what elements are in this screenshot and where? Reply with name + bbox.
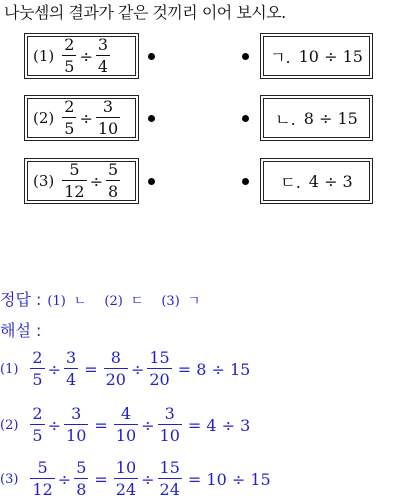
denominator: 24 (115, 480, 137, 499)
result-expression: = 10 ÷ 15 (187, 469, 271, 489)
fraction (62, 162, 86, 200)
right-dot-2[interactable] (242, 115, 249, 122)
fraction (106, 162, 120, 200)
denominator: 20 (105, 370, 126, 389)
answer-number: (1) (47, 294, 66, 309)
choice-expression: 4 ÷ 3 (308, 171, 353, 191)
item-number: (3) (33, 172, 55, 190)
numerator: 2 (32, 348, 43, 367)
choice-expression: 8 ÷ 15 (303, 108, 358, 128)
answer-number: (2) (104, 294, 123, 309)
numerator: 2 (64, 35, 75, 54)
choice-label: ㄷ. (280, 172, 301, 192)
denominator: 8 (108, 182, 119, 201)
fraction (158, 406, 182, 444)
right-dot-1[interactable] (242, 53, 249, 60)
line-number: (1) (0, 361, 19, 377)
numerator: 8 (110, 348, 121, 367)
right-item-2 (260, 95, 373, 141)
left-dot-3[interactable] (148, 178, 155, 185)
denominator: 5 (32, 370, 43, 389)
answer-value: ㄷ (130, 294, 144, 309)
denominator: 10 (97, 119, 119, 138)
denominator: 5 (64, 57, 75, 76)
fraction (62, 37, 76, 75)
explanation-line-3: (3) $\frac{5}{12}$ ÷ $\frac{5}{8}$ = $\frac{10}{24}$ ÷ $\frac{15}{24}$ = 10 ÷ 15 (0, 458, 271, 499)
item-number: (1) (33, 47, 55, 65)
fraction (147, 350, 171, 388)
numerator: 10 (115, 458, 137, 477)
fraction (30, 460, 54, 498)
fraction (114, 460, 138, 498)
numerator: 2 (32, 404, 43, 423)
fraction (30, 350, 44, 388)
result-expression: = 8 ÷ 15 (177, 359, 251, 379)
numerator: 5 (69, 160, 80, 179)
denominator: 10 (159, 426, 180, 445)
fraction (30, 406, 44, 444)
numerator: 15 (149, 348, 170, 367)
line-number: (3) (0, 471, 19, 487)
fraction (74, 460, 88, 498)
line-number: (2) (0, 417, 19, 433)
numerator: 5 (37, 458, 48, 477)
fraction (64, 350, 78, 388)
explanation-heading: 해설 : (0, 321, 42, 340)
numerator: 3 (66, 348, 77, 367)
left-item-3 (24, 158, 139, 204)
answer-heading: 정답 : (0, 290, 42, 309)
fraction (96, 99, 120, 137)
denominator: 10 (115, 426, 137, 445)
answer-number: (3) (161, 294, 180, 309)
denominator: 4 (66, 370, 77, 389)
divide-sign: ÷ (89, 171, 104, 191)
choice-expression: 10 ÷ 15 (298, 46, 363, 66)
left-dot-1[interactable] (148, 53, 155, 60)
answer-row (0, 287, 200, 310)
result-expression: = 4 ÷ 3 (187, 415, 251, 435)
fraction (104, 350, 128, 388)
right-item-3 (260, 158, 373, 204)
denominator: 24 (159, 480, 180, 499)
right-dot-3[interactable] (242, 178, 249, 185)
denominator: 5 (32, 426, 43, 445)
answer-value: ㄴ (73, 294, 87, 309)
denominator: 4 (97, 57, 109, 76)
right-item-1 (260, 33, 373, 79)
left-item-2 (24, 95, 139, 141)
numerator: 4 (120, 404, 132, 423)
divide-sign: ÷ (79, 46, 93, 66)
divide-sign: ÷ (79, 108, 93, 128)
choice-label: ㄴ. (275, 109, 296, 129)
denominator: 8 (76, 480, 87, 499)
denominator: 12 (64, 182, 85, 201)
denominator: 10 (66, 426, 87, 445)
left-dot-2[interactable] (148, 115, 155, 122)
numerator: 5 (76, 458, 87, 477)
fraction (114, 406, 138, 444)
fraction (96, 37, 110, 75)
numerator: 3 (97, 35, 109, 54)
choice-label: ㄱ. (270, 47, 291, 67)
denominator: 12 (32, 480, 53, 499)
answer-value: ㄱ (187, 294, 201, 309)
numerator: 2 (64, 97, 75, 116)
numerator: 3 (102, 97, 114, 116)
item-number: (2) (33, 109, 55, 127)
numerator: 15 (159, 458, 180, 477)
denominator: 20 (149, 370, 170, 389)
numerator: 3 (164, 404, 175, 423)
numerator: 3 (71, 404, 82, 423)
explanation-line-1: (1) $\frac{2}{5}$ ÷ $\frac{3}{4}$ = $\frac{8}{20}$ ÷ $\frac{15}{20}$ = 8 ÷ 15 (0, 348, 251, 389)
explanation-line-2: (2) $\frac{2}{5}$ ÷ $\frac{3}{10}$ = $\frac{4}{10}$ ÷ $\frac{3}{10}$ = 4 ÷ 3 (0, 404, 251, 445)
left-item-1 (24, 33, 139, 79)
denominator: 5 (64, 119, 75, 138)
fraction (62, 99, 76, 137)
fraction (158, 460, 182, 498)
fraction (64, 406, 88, 444)
question-title: 나눗셈의 결과가 같은 것끼리 이어 보시오. (4, 3, 286, 22)
numerator: 5 (108, 160, 119, 179)
